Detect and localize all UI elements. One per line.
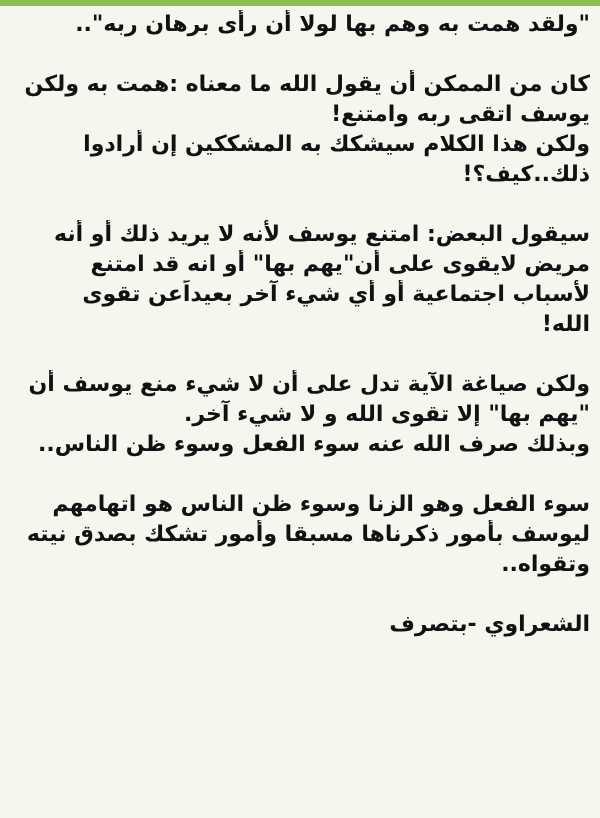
text-line: ليوسف بأمور ذكرناها مسبقا وأمور تشكك بصدق نيته xyxy=(26,522,590,547)
text-line: سيقول البعض: امتنع يوسف لأنه لا يريد ذلك أو أنه xyxy=(54,222,590,247)
verse-quote-paragraph xyxy=(12,10,590,40)
paragraph-explanation xyxy=(12,70,590,190)
text-line: لأسباب اجتماعية أو أي شيء آخر بعيداًعن تقوى xyxy=(82,282,590,307)
text-line: مريض لايقوى على أن"يهم بها" أو انه قد امتنع xyxy=(90,252,590,277)
text-line: ولكن صياغة الآية تدل على أن لا شيء منع يوسف أن xyxy=(28,372,590,397)
text-line: "ولقد همت به وهم بها لولا أن رأى برهان ربه".. xyxy=(75,12,590,37)
paragraph-conclusion xyxy=(12,490,590,580)
text-line: يوسف اتقى ربه وامتنع! xyxy=(331,102,590,127)
text-line: كان من الممكن أن يقول الله ما معناه :همت به ولكن xyxy=(24,72,590,97)
paragraph-verse-wording xyxy=(12,370,590,460)
text-line: الله! xyxy=(541,312,590,337)
top-accent-bar xyxy=(0,0,600,6)
text-line: وتقواه.. xyxy=(501,552,590,577)
text-line: ذلك..كيف؟! xyxy=(462,162,590,187)
quote-text-block xyxy=(0,10,600,810)
text-line: "يهم بها" إلا تقوى الله و لا شيء آخر. xyxy=(183,402,590,427)
text-line: ولكن هذا الكلام سيشكك به المشككين إن أرادوا xyxy=(83,132,590,157)
text-line: سوء الفعل وهو الزنا وسوء ظن الناس هو اتهامهم xyxy=(52,492,590,517)
text-line: وبذلك صرف الله عنه سوء الفعل وسوء ظن الناس.. xyxy=(38,432,590,457)
signature-text: الشعراوي -بتصرف xyxy=(389,612,590,637)
author-signature xyxy=(12,610,590,640)
paragraph-objection xyxy=(12,220,590,340)
